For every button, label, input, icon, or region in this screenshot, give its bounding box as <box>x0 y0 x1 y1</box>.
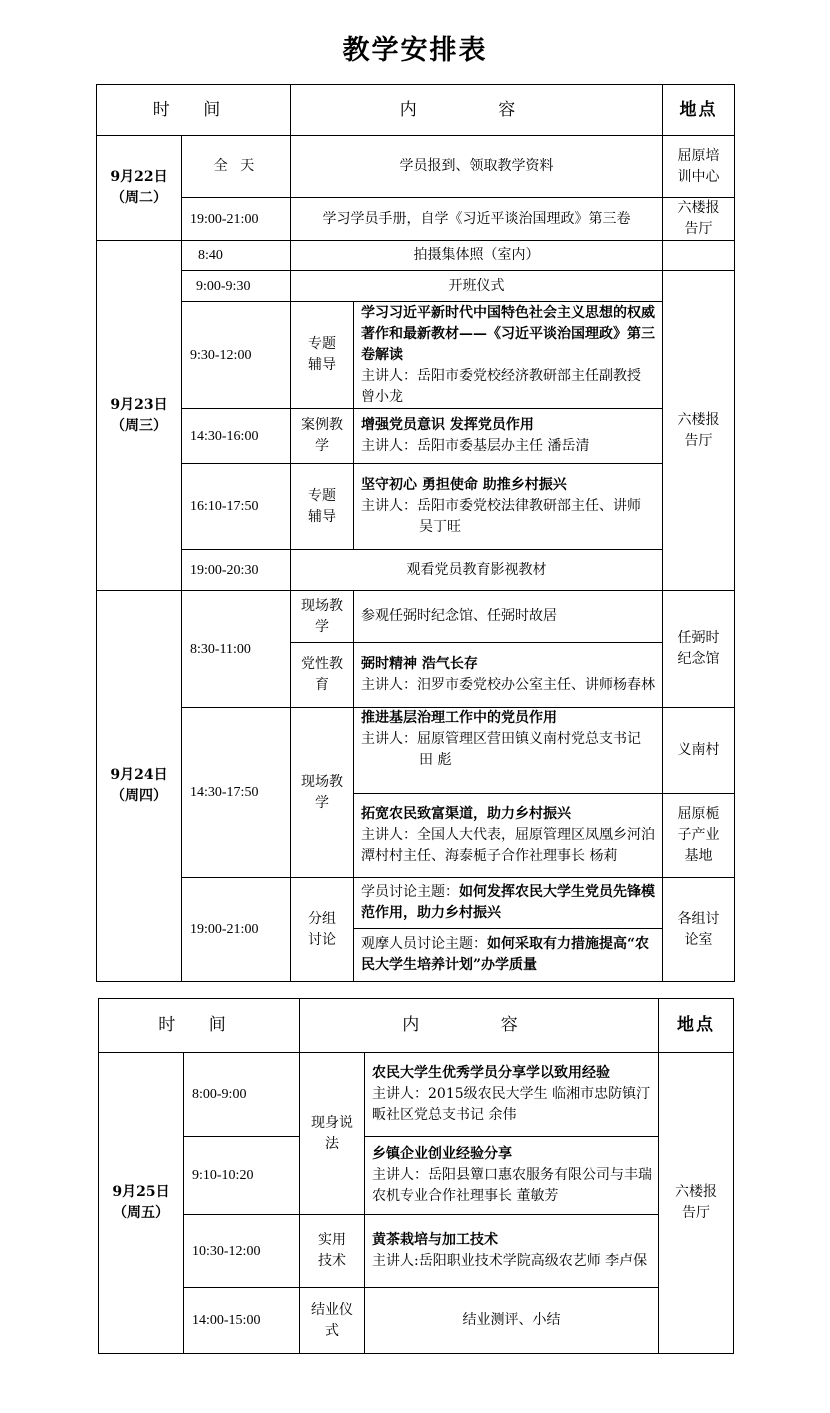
date-cell: 9月23日 （周三） <box>97 241 182 591</box>
type-cell: 现场教学 <box>291 708 354 878</box>
header-place: 地点 <box>663 85 735 136</box>
table-row <box>97 302 735 409</box>
topic-text: 坚守初心 勇担使命 助推乡村振兴 <box>361 477 567 493</box>
content-cell: 结业测评、小结 <box>365 1288 659 1354</box>
header-place: 地点 <box>659 999 734 1053</box>
speaker-text: 主讲人：岳阳市委基层办主任 潘岳清 <box>361 438 590 454</box>
content-cell <box>365 1215 659 1288</box>
table-row <box>97 708 735 794</box>
content-cell <box>354 929 663 982</box>
content-cell: 开班仪式 <box>291 271 663 302</box>
header-time: 时 间 <box>97 85 291 136</box>
speaker-text: 主讲人：全国人大代表，屈原管理区凤凰乡河泊潭村村主任、海泰栀子合作社理事长 杨莉 <box>361 827 655 864</box>
table-row <box>97 550 735 591</box>
time-cell: 16:10-17:50 <box>182 464 291 550</box>
type-cell: 专题辅导 <box>291 464 354 550</box>
time-cell: 14:00-15:00 <box>184 1288 300 1354</box>
place-cell: 六楼报告厅 <box>663 271 735 591</box>
time-cell: 14:30-17:50 <box>182 708 291 878</box>
table-row <box>97 409 735 464</box>
topic-text: 学习习近平新时代中国特色社会主义思想的权威著作和最新教材——《习近平谈治国理政》第三卷解读 <box>361 304 655 363</box>
table-header-row <box>97 85 735 136</box>
time-cell: 9:00-9:30 <box>182 271 291 302</box>
schedule-table-2 <box>98 998 734 1354</box>
content-cell <box>354 708 663 794</box>
time-cell: 9:30-12:00 <box>182 302 291 409</box>
speaker-text: 主讲人：屈原管理区营田镇义南村党总支书记 <box>361 731 641 747</box>
topic-text: 如何发挥农民大学生党员先锋模范作用，助力乡村振兴 <box>361 884 655 921</box>
time-cell: 全 天 <box>182 136 291 198</box>
content-cell: 学习学员手册，自学《习近平谈治国理政》第三卷 <box>291 198 663 241</box>
page-title: 教学安排表 <box>342 35 488 66</box>
time-cell: 8:00-9:00 <box>184 1053 300 1137</box>
place-cell: 六楼报告厅 <box>659 1053 734 1354</box>
time-cell: 19:00-21:00 <box>182 198 291 241</box>
place-cell: 各组讨论室 <box>663 878 735 982</box>
type-cell: 现场教学 <box>291 591 354 643</box>
content-cell <box>365 1053 659 1137</box>
table-row <box>99 1137 734 1215</box>
table-row <box>99 1053 734 1137</box>
table-row <box>97 241 735 271</box>
speaker-text: 主讲人：岳阳市委党校经济教研部主任副教授 曾小龙 <box>361 367 641 405</box>
time-cell: 9:10-10:20 <box>184 1137 300 1215</box>
speaker-text: 主讲人：岳阳市委党校法律教研部主任、讲师 <box>361 498 641 514</box>
content-cell <box>354 409 663 464</box>
table-row <box>97 591 735 643</box>
content-cell: 学员报到、领取教学资料 <box>291 136 663 198</box>
header-time: 时 间 <box>99 999 300 1053</box>
table-row <box>97 464 735 550</box>
topic-text: 拓宽农民致富渠道，助力乡村振兴 <box>361 806 571 822</box>
table-row <box>97 198 735 241</box>
topic-text: 黄茶栽培与加工技术 <box>372 1232 498 1248</box>
content-cell <box>365 1137 659 1215</box>
type-cell: 专题辅导 <box>291 302 354 409</box>
type-cell: 党性教育 <box>291 643 354 708</box>
content-cell <box>354 878 663 929</box>
place-cell: 任弼时纪念馆 <box>663 591 735 708</box>
time-cell: 19:00-20:30 <box>182 550 291 591</box>
speaker-text: 主讲人：汨罗市委党校办公室主任、讲师杨春林 <box>361 677 655 693</box>
place-cell: 六楼报告厅 <box>663 198 735 241</box>
topic-text: 推进基层治理工作中的党员作用 <box>361 710 557 726</box>
topic-text: 弼时精神 浩气长存 <box>361 656 478 672</box>
header-content: 内 容 <box>300 999 659 1053</box>
table-header-row <box>99 999 734 1053</box>
content-cell <box>354 643 663 708</box>
type-cell: 案例教学 <box>291 409 354 464</box>
content-cell <box>354 464 663 550</box>
topic-text: 乡镇企业创业经验分享 <box>372 1146 512 1162</box>
topic-text: 如何采取有力措施提高“农民大学生培养计划”办学质量 <box>361 936 650 973</box>
type-cell: 结业仪式 <box>300 1288 365 1354</box>
date-cell: 9月25日 （周五） <box>99 1053 184 1354</box>
speaker-text: 主讲人：2015级农民大学生 临湘市忠防镇汀畈社区党总支书记 余伟 <box>372 1086 651 1123</box>
date-cell: 9月24日 （周四） <box>97 591 182 982</box>
speaker-name: 田 彪 <box>419 752 452 768</box>
time-cell: 8:40 <box>182 241 291 271</box>
speaker-name: 吴丁旺 <box>419 519 461 535</box>
content-cell: 拍摄集体照（室内） <box>291 241 663 271</box>
speaker-text: 主讲人:岳阳职业技术学院高级农艺师 李卢保 <box>372 1253 648 1269</box>
topic-text: 增强党员意识 发挥党员作用 <box>361 417 534 433</box>
time-cell: 14:30-16:00 <box>182 409 291 464</box>
content-cell <box>354 302 663 409</box>
place-cell: 屈原栀子产业基地 <box>663 794 735 878</box>
content-cell: 参观任弼时纪念馆、任弼时故居 <box>354 591 663 643</box>
topic-prefix: 观摩人员讨论主题： <box>361 936 487 952</box>
type-cell: 实用技术 <box>300 1215 365 1288</box>
type-cell: 现身说法 <box>300 1053 365 1215</box>
header-content: 内 容 <box>291 85 663 136</box>
place-cell: 义南村 <box>663 708 735 794</box>
content-cell: 观看党员教育影视教材 <box>291 550 663 591</box>
place-cell-empty <box>663 241 735 271</box>
topic-text: 农民大学生优秀学员分享学以致用经验 <box>372 1065 610 1081</box>
speaker-text: 主讲人：岳阳县簟口惠农服务有限公司与丰瑞农机专业合作社理事长 董敏芳 <box>372 1167 652 1204</box>
schedule-table-1 <box>96 84 735 982</box>
type-cell: 分组讨论 <box>291 878 354 982</box>
table-row <box>99 1215 734 1288</box>
table-row <box>97 271 735 302</box>
time-cell: 8:30-11:00 <box>182 591 291 708</box>
table-row <box>97 136 735 198</box>
time-cell: 19:00-21:00 <box>182 878 291 982</box>
table-row <box>97 878 735 929</box>
table-row <box>99 1288 734 1354</box>
place-cell: 屈原培训中心 <box>663 136 735 198</box>
topic-prefix: 学员讨论主题： <box>361 884 459 900</box>
time-cell: 10:30-12:00 <box>184 1215 300 1288</box>
date-cell: 9月22日 （周二） <box>97 136 182 241</box>
content-cell <box>354 794 663 878</box>
